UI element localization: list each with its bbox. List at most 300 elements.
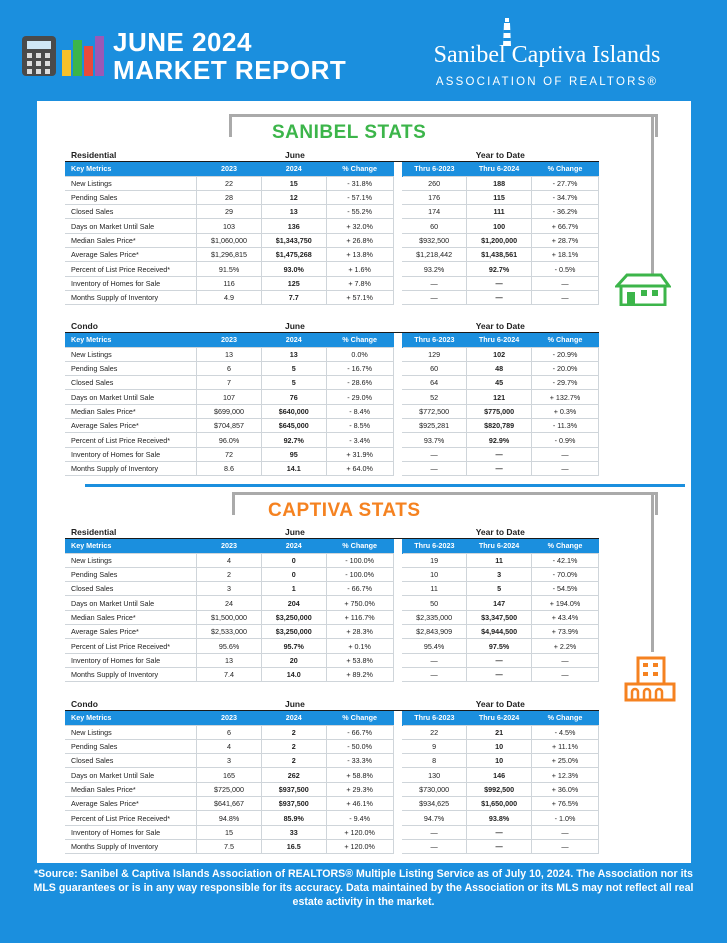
column-header: % Change [531,162,598,176]
metric-label: Inventory of Homes for Sale [65,825,197,839]
column-gap [393,811,402,825]
table-group-header [65,148,599,162]
captiva-bracket-side [651,492,654,652]
metric-label: Percent of List Price Received* [65,811,197,825]
metric-value: — [402,667,467,681]
metric-value: 21 [467,725,532,739]
table-row [65,447,599,461]
column-header: Thru 6-2024 [467,162,532,176]
metric-value: 28 [197,190,262,204]
sanibel-bracket-side [651,114,654,274]
column-gap [393,553,402,567]
metric-value: + 116.7% [326,610,393,624]
metric-value: 14.0 [261,667,326,681]
metric-value: $925,281 [402,419,467,433]
metric-value: 111 [467,205,532,219]
metric-value: + 1.6% [326,262,393,276]
metric-value: 2 [197,567,262,581]
metric-value: 8 [402,754,467,768]
metric-label: Percent of List Price Received* [65,639,197,653]
metric-value: + 46.1% [326,797,393,811]
column-gap [393,205,402,219]
metric-value: — [467,447,532,461]
metric-label: Closed Sales [65,205,197,219]
metric-value: 174 [402,205,467,219]
column-gap [393,711,402,725]
metric-value: 188 [467,176,532,190]
metric-value: $1,200,000 [467,233,532,247]
sanibel-stats-title: SANIBEL STATS [268,122,430,144]
association-logo-name: Sanibel Captiva Islands [433,42,661,68]
metric-value: - 100.0% [326,567,393,581]
metric-value: $1,438,561 [467,248,532,262]
ytd-group-label: Year to Date [402,319,598,333]
metric-value: 95 [261,447,326,461]
metric-value: 13 [197,347,262,361]
column-header: Key Metrics [65,711,197,725]
metric-label: New Listings [65,553,197,567]
column-header: Key Metrics [65,539,197,553]
metric-value: 165 [197,768,262,782]
table-row [65,390,599,404]
metric-value: 2 [261,754,326,768]
metric-value: - 33.3% [326,754,393,768]
table-row [65,361,599,375]
metric-label: Months Supply of Inventory [65,290,197,304]
metric-value: - 11.3% [531,419,598,433]
metric-value: + 750.0% [326,596,393,610]
metric-value: - 27.7% [531,176,598,190]
metric-value: 116 [197,276,262,290]
table-row [65,797,599,811]
column-gap [393,610,402,624]
column-gap [393,290,402,304]
metric-value: 93.7% [402,433,467,447]
metric-value: 7.5 [197,839,262,853]
column-gap [393,361,402,375]
metric-value: $641,667 [197,797,262,811]
metric-value: 12 [261,190,326,204]
metric-label: Months Supply of Inventory [65,839,197,853]
column-gap [393,539,402,553]
metric-value: 115 [467,190,532,204]
column-gap [393,404,402,418]
column-gap [393,567,402,581]
table-type-label: Residential [65,525,197,539]
metric-value: — [467,290,532,304]
metric-value: 95.7% [261,639,326,653]
column-gap [393,596,402,610]
metric-label: Median Sales Price* [65,782,197,796]
metric-value: — [531,447,598,461]
metric-value: - 8.4% [326,404,393,418]
metric-value: 7 [197,376,262,390]
metric-label: Closed Sales [65,582,197,596]
condo-building-icon [624,656,676,702]
metric-value: 8.6 [197,461,262,475]
metric-value: — [402,461,467,475]
metric-value: + 66.7% [531,219,598,233]
metric-value: + 36.0% [531,782,598,796]
column-gap [393,725,402,739]
metric-value: + 64.0% [326,461,393,475]
column-header: % Change [326,711,393,725]
metric-value: 24 [197,596,262,610]
table-type-label: Condo [65,319,197,333]
metric-value: 22 [402,725,467,739]
metric-label: Median Sales Price* [65,404,197,418]
metric-value: 3 [467,567,532,581]
metric-value: 19 [402,553,467,567]
sanibel-condo-table [65,319,599,476]
metric-value: 103 [197,219,262,233]
metric-value: 260 [402,176,467,190]
metric-value: $3,250,000 [261,610,326,624]
metric-value: 48 [467,361,532,375]
table-column-header [65,162,599,176]
metric-value: $4,944,500 [467,625,532,639]
title-line-1: JUNE 2024 [113,27,252,57]
table-row [65,811,599,825]
metric-value: 6 [197,725,262,739]
metric-value: 91.5% [197,262,262,276]
metric-value: — [531,839,598,853]
table-row [65,262,599,276]
column-header: Thru 6-2024 [467,333,532,347]
metric-value: + 0.1% [326,639,393,653]
metric-value: 13 [261,347,326,361]
metric-value: 2 [261,739,326,753]
column-header: % Change [531,539,598,553]
metric-value: 16.5 [261,839,326,853]
metric-value: 147 [467,596,532,610]
metric-value: 22 [197,176,262,190]
table-group-header [65,697,599,711]
column-header: Key Metrics [65,333,197,347]
column-header: 2024 [261,162,326,176]
metric-value: 6 [197,361,262,375]
column-header: Thru 6-2023 [402,539,467,553]
metric-label: Closed Sales [65,754,197,768]
metric-value: 125 [261,276,326,290]
metric-value: — [531,276,598,290]
column-gap [393,219,402,233]
report-title [113,28,346,84]
metric-value: - 42.1% [531,553,598,567]
metric-value: 96.0% [197,433,262,447]
metric-value: — [402,653,467,667]
table-column-header [65,711,599,725]
column-gap [393,754,402,768]
june-group-label: June [197,148,393,162]
metric-value: - 29.7% [531,376,598,390]
metric-value: 136 [261,219,326,233]
table-row [65,419,599,433]
metric-value: 0 [261,567,326,581]
metric-value: — [467,825,532,839]
metric-value: 10 [467,739,532,753]
metric-value: — [467,461,532,475]
metric-label: Days on Market Until Sale [65,596,197,610]
metric-value: $775,000 [467,404,532,418]
metric-value: — [467,653,532,667]
metric-value: $772,500 [402,404,467,418]
metric-value: - 28.6% [326,376,393,390]
metric-value: + 120.0% [326,839,393,853]
column-header: Thru 6-2024 [467,539,532,553]
metric-value: 64 [402,376,467,390]
table-row [65,725,599,739]
metric-value: 97.5% [467,639,532,653]
column-gap [393,582,402,596]
metric-value: 13 [197,653,262,667]
metric-value: 5 [467,582,532,596]
metric-value: 10 [402,567,467,581]
column-gap [393,390,402,404]
metric-value: — [531,290,598,304]
metric-value: $937,500 [261,782,326,796]
metric-value: 204 [261,596,326,610]
column-header: 2023 [197,333,262,347]
table-row [65,219,599,233]
metric-value: — [531,667,598,681]
metric-value: 92.7% [467,262,532,276]
metric-value: 60 [402,361,467,375]
metric-value: + 57.1% [326,290,393,304]
metric-value: 15 [261,176,326,190]
metric-value: + 89.2% [326,667,393,681]
metric-value: - 20.0% [531,361,598,375]
metric-value: $1,650,000 [467,797,532,811]
metric-value: — [531,653,598,667]
column-header: Thru 6-2024 [467,711,532,725]
metric-value: $1,475,268 [261,248,326,262]
metric-value: $3,250,000 [261,625,326,639]
metric-value: $2,843,909 [402,625,467,639]
metric-value: - 57.1% [326,190,393,204]
metric-label: Average Sales Price* [65,419,197,433]
metric-value: - 54.5% [531,582,598,596]
column-header: 2024 [261,711,326,725]
table-row [65,739,599,753]
table-group-header [65,525,599,539]
column-gap [393,248,402,262]
metric-value: 95.4% [402,639,467,653]
metric-value: 107 [197,390,262,404]
column-header: Key Metrics [65,162,197,176]
column-gap [393,625,402,639]
metric-value: + 25.0% [531,754,598,768]
table-row [65,610,599,624]
table-row [65,653,599,667]
captiva-condo-table [65,697,599,854]
metric-value: 100 [467,219,532,233]
metric-value: + 132.7% [531,390,598,404]
column-gap [393,768,402,782]
column-header: Thru 6-2023 [402,333,467,347]
table-row [65,625,599,639]
column-gap [393,376,402,390]
column-gap [393,333,402,347]
metric-value: 94.8% [197,811,262,825]
metric-value: — [402,290,467,304]
metric-value: - 0.5% [531,262,598,276]
metric-value: 4 [197,739,262,753]
metric-value: — [531,461,598,475]
metric-value: + 12.3% [531,768,598,782]
table-row [65,582,599,596]
column-gap [393,697,402,711]
metric-value: $704,857 [197,419,262,433]
metric-value: — [467,667,532,681]
metric-value: $3,347,500 [467,610,532,624]
column-gap [393,639,402,653]
column-header: Thru 6-2023 [402,711,467,725]
column-gap [393,797,402,811]
column-gap [393,653,402,667]
section-divider [85,484,685,487]
metric-value: $725,000 [197,782,262,796]
metric-value: 11 [402,582,467,596]
house-icon [615,272,671,306]
column-gap [393,190,402,204]
table-row [65,276,599,290]
metric-label: Pending Sales [65,190,197,204]
metric-value: - 0.9% [531,433,598,447]
source-footnote: *Source: Sanibel & Captiva Islands Association of REALTORS® Multiple Listing Service as of July 10, 2024. The Association nor its MLS guarantees or is in any way responsible for its accuracy. Data maintained by the Association or its MLS may not reflect all real estate activity in the market. [33,868,694,908]
metric-label: Months Supply of Inventory [65,461,197,475]
table-row [65,839,599,853]
metric-value: - 50.0% [326,739,393,753]
column-gap [393,148,402,162]
column-gap [393,433,402,447]
metric-value: $1,060,000 [197,233,262,247]
metric-value: - 8.5% [326,419,393,433]
captiva-stats-title: CAPTIVA STATS [264,500,425,522]
column-header: % Change [326,162,393,176]
metric-value: $820,789 [467,419,532,433]
metric-value: - 1.0% [531,811,598,825]
metric-value: 3 [197,754,262,768]
metric-value: 92.7% [261,433,326,447]
metric-value: 45 [467,376,532,390]
metric-value: 2 [261,725,326,739]
column-header: % Change [326,539,393,553]
table-type-label: Condo [65,697,197,711]
column-gap [393,839,402,853]
sanibel-residential-table [65,148,599,305]
metric-value: + 53.8% [326,653,393,667]
metric-value: + 18.1% [531,248,598,262]
metric-value: 95.6% [197,639,262,653]
metric-value: - 20.9% [531,347,598,361]
metric-value: 10 [467,754,532,768]
table-row [65,190,599,204]
metric-value: + 0.3% [531,404,598,418]
metric-value: $1,218,442 [402,248,467,262]
metric-value: 52 [402,390,467,404]
metric-value: 93.0% [261,262,326,276]
column-header: 2024 [261,539,326,553]
ytd-group-label: Year to Date [402,697,598,711]
metric-value: - 34.7% [531,190,598,204]
metric-value: 14.1 [261,461,326,475]
metric-value: 4 [197,553,262,567]
metric-value: 76 [261,390,326,404]
metric-value: 7.4 [197,667,262,681]
metric-label: Median Sales Price* [65,610,197,624]
metric-value: 5 [261,361,326,375]
metric-value: 1 [261,582,326,596]
metric-value: + 11.1% [531,739,598,753]
calculator-icon [22,36,56,76]
metric-label: Percent of List Price Received* [65,433,197,447]
metric-value: + 32.0% [326,219,393,233]
metric-value: — [467,276,532,290]
column-gap [393,825,402,839]
column-gap [393,233,402,247]
metric-value: 93.2% [402,262,467,276]
table-row [65,667,599,681]
table-row [65,205,599,219]
table-row [65,376,599,390]
column-gap [393,419,402,433]
table-row [65,596,599,610]
metric-value: 15 [197,825,262,839]
metric-value: - 36.2% [531,205,598,219]
metric-value: $932,500 [402,233,467,247]
association-logo-subtitle: ASSOCIATION OF REALTORS® [435,76,659,88]
metric-label: Pending Sales [65,567,197,581]
metric-value: - 9.4% [326,811,393,825]
metric-value: - 70.0% [531,567,598,581]
metric-label: New Listings [65,347,197,361]
metric-value: $2,533,000 [197,625,262,639]
metric-label: Days on Market Until Sale [65,390,197,404]
metric-label: Average Sales Price* [65,797,197,811]
metric-value: 0.0% [326,347,393,361]
metric-value: — [402,276,467,290]
june-group-label: June [197,697,393,711]
metric-value: $645,000 [261,419,326,433]
metric-value: 9 [402,739,467,753]
metric-value: + 43.4% [531,610,598,624]
title-line-2: MARKET REPORT [113,55,347,85]
metric-value: - 16.7% [326,361,393,375]
metric-value: + 28.7% [531,233,598,247]
metric-value: 4.9 [197,290,262,304]
metric-value: + 194.0% [531,596,598,610]
bar-chart-icon [62,34,106,76]
metric-label: Pending Sales [65,361,197,375]
metric-label: Inventory of Homes for Sale [65,447,197,461]
metric-value: $699,000 [197,404,262,418]
metric-value: + 58.8% [326,768,393,782]
column-gap [393,347,402,361]
metric-value: 146 [467,768,532,782]
table-row [65,248,599,262]
column-gap [393,447,402,461]
column-header: 2023 [197,711,262,725]
metric-label: Pending Sales [65,739,197,753]
metric-value: $1,500,000 [197,610,262,624]
metric-value: — [402,825,467,839]
metric-value: — [467,839,532,853]
metric-value: + 13.8% [326,248,393,262]
metric-value: $1,296,815 [197,248,262,262]
metric-label: Percent of List Price Received* [65,262,197,276]
column-gap [393,525,402,539]
